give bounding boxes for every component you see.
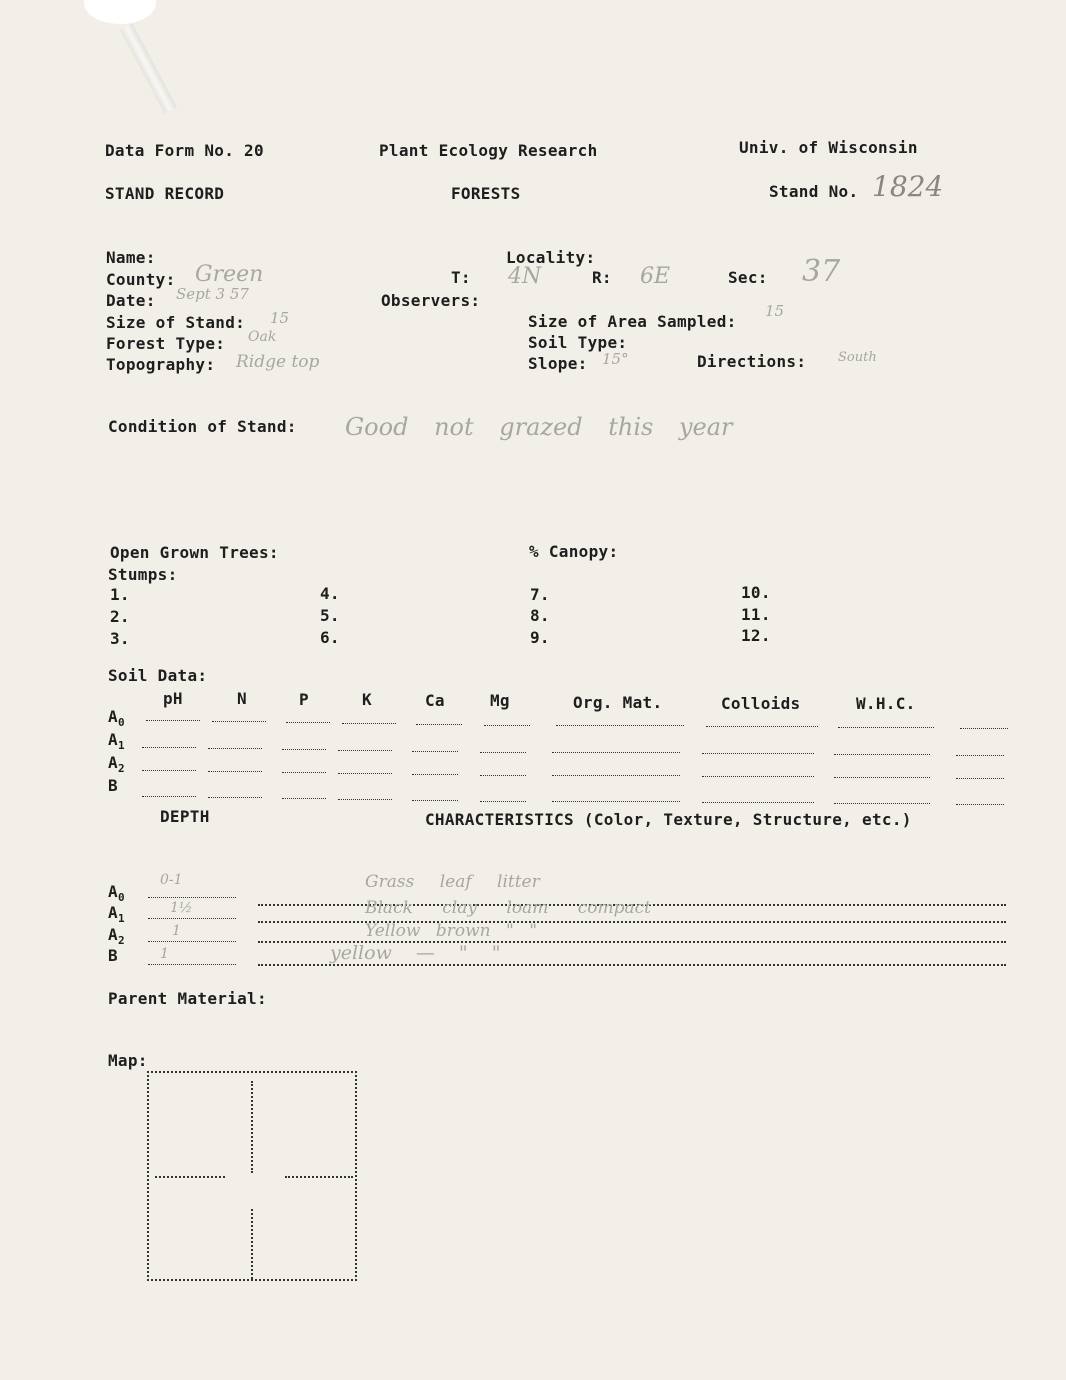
soil-data-cell [286, 722, 330, 723]
soil-data-cell [338, 773, 392, 774]
paper-fold-mark [120, 23, 177, 113]
depth-label: DEPTH [160, 807, 210, 826]
stump-number: 8. [530, 606, 550, 625]
soil-data-cell [484, 725, 530, 726]
range-label: R: [592, 268, 612, 287]
soil-data-label: Soil Data: [108, 666, 208, 685]
soil-data-cell [834, 754, 930, 755]
open-grown-trees-label: Open Grown Trees: [110, 543, 279, 562]
topography-label: Topography: [106, 355, 216, 374]
horizon-label: $A_0$ [108, 707, 125, 729]
soil-data-cell [552, 801, 680, 802]
stump-number: 11. [741, 605, 771, 624]
category: FORESTS [451, 184, 521, 203]
stump-number: 5. [320, 606, 340, 625]
form-number: Data Form No. 20 [105, 141, 264, 160]
soil-data-cell [412, 800, 458, 801]
stump-number: 7. [530, 585, 550, 604]
size-of-area-label: Size of Area Sampled: [528, 312, 737, 331]
soil-data-cell [834, 777, 930, 778]
size-of-area-value: 15 [765, 302, 785, 320]
soil-data-cell [702, 802, 814, 803]
profile-horizon-label: $A_0$ [108, 882, 125, 904]
condition-value: Good not grazed this year [345, 413, 733, 441]
profile-horizon-label: B [108, 946, 118, 965]
map-top-border [147, 1071, 357, 1073]
characteristics-label: CHARACTERISTICS (Color, Texture, Structure, etc.) [425, 810, 912, 829]
depth-line [148, 964, 236, 965]
size-of-stand-label: Size of Stand: [106, 313, 246, 332]
characteristics-value: Yellow brown " " [365, 921, 538, 941]
soil-data-cell [834, 803, 930, 804]
depth-line [148, 897, 236, 898]
soil-data-cell [960, 728, 1008, 729]
horizon-label: B [108, 776, 118, 795]
section-value: 37 [802, 254, 841, 289]
characteristics-value: Grass leaf litter [365, 872, 540, 892]
slope-label: Slope: [528, 354, 588, 373]
soil-data-cell [412, 774, 458, 775]
name-label: Name: [106, 248, 156, 267]
depth-value: 0-1 [160, 872, 183, 888]
map-center-horizontal-right [285, 1176, 353, 1178]
record-type: STAND RECORD [105, 184, 225, 203]
directions-label: Directions: [697, 352, 807, 371]
soil-col-k: K [362, 690, 372, 709]
county-label: County: [106, 270, 176, 289]
stump-number: 6. [320, 628, 340, 647]
soil-data-cell [412, 751, 458, 752]
soil-data-cell [208, 771, 262, 772]
department-title: Plant Ecology Research [379, 141, 598, 160]
stand-no-label: Stand No. [769, 182, 859, 201]
soil-data-cell [146, 720, 200, 721]
soil-col-whc: W.H.C. [856, 694, 916, 713]
stump-number: 3. [110, 629, 130, 648]
depth-line [148, 941, 236, 942]
soil-col-ph: pH [163, 689, 183, 708]
soil-data-cell [208, 748, 262, 749]
map-left-border [147, 1071, 149, 1281]
soil-data-cell [208, 797, 262, 798]
soil-data-cell [552, 775, 680, 776]
soil-col-n: N [237, 689, 247, 708]
soil-data-cell [552, 752, 680, 753]
locality-label: Locality: [506, 248, 596, 267]
slope-value: 15° [602, 350, 629, 368]
condition-label: Condition of Stand: [108, 417, 297, 436]
stump-number: 4. [320, 584, 340, 603]
date-label: Date: [106, 291, 156, 310]
soil-col-colloids: Colloids [721, 694, 801, 713]
soil-col-ca: Ca [425, 691, 445, 710]
forest-type-label: Forest Type: [106, 334, 226, 353]
soil-col-p: P [299, 690, 309, 709]
horizon-label: $A_2$ [108, 753, 125, 775]
soil-type-label: Soil Type: [528, 333, 628, 352]
soil-data-cell [212, 721, 266, 722]
stump-number: 9. [530, 628, 550, 647]
stand-no-value: 1824 [872, 170, 944, 203]
map-center-vertical-top [251, 1081, 253, 1173]
depth-line [148, 918, 236, 919]
soil-data-cell [956, 778, 1004, 779]
soil-data-cell [282, 749, 326, 750]
stump-number: 2. [110, 607, 130, 626]
map-center-vertical-bottom [251, 1209, 253, 1279]
stump-number: 1. [110, 585, 130, 604]
paper-tear [84, 0, 156, 24]
canopy-label: % Canopy: [529, 542, 619, 561]
soil-col-org-mat: Org. Mat. [573, 693, 663, 712]
characteristics-value: yellow — " " [330, 942, 501, 964]
characteristics-value: Black clay loam compact [365, 898, 651, 918]
soil-data-cell [706, 726, 818, 727]
topography-value: Ridge top [236, 352, 320, 372]
stand-map-grid [147, 1071, 357, 1281]
map-label: Map: [108, 1051, 148, 1070]
soil-data-cell [338, 799, 392, 800]
stump-number: 12. [741, 626, 771, 645]
profile-horizon-label: $A_1$ [108, 903, 125, 925]
depth-value: 1 [160, 946, 169, 962]
stumps-label: Stumps: [108, 565, 178, 584]
map-center-horizontal-left [155, 1176, 225, 1178]
soil-data-cell [338, 750, 392, 751]
date-value: Sept 3 57 [176, 285, 249, 303]
soil-data-cell [956, 755, 1004, 756]
range-value: 6E [640, 264, 671, 289]
university-name: Univ. of Wisconsin [739, 138, 918, 157]
county-value: Green [195, 262, 264, 287]
soil-data-cell [702, 776, 814, 777]
soil-data-cell [342, 723, 396, 724]
directions-value: South [838, 350, 877, 365]
soil-data-cell [142, 747, 196, 748]
parent-material-label: Parent Material: [108, 989, 267, 1008]
soil-data-cell [480, 775, 526, 776]
soil-data-cell [282, 798, 326, 799]
soil-col-mg: Mg [490, 691, 510, 710]
map-right-border [355, 1071, 357, 1281]
soil-data-cell [416, 724, 462, 725]
soil-data-cell [556, 725, 684, 726]
section-label: Sec: [728, 268, 768, 287]
depth-value: 1 [172, 923, 181, 939]
soil-data-cell [480, 752, 526, 753]
soil-data-cell [480, 801, 526, 802]
depth-value: 1½ [170, 900, 193, 916]
soil-data-cell [702, 753, 814, 754]
township-label: T: [451, 268, 471, 287]
map-bottom-border [147, 1279, 357, 1281]
characteristics-line [258, 964, 1006, 966]
soil-data-cell [956, 804, 1004, 805]
soil-data-cell [838, 727, 934, 728]
soil-data-cell [282, 772, 326, 773]
observers-label: Observers: [381, 291, 481, 310]
township-value: 4N [508, 264, 542, 289]
size-of-stand-value: 15 [270, 309, 290, 327]
stump-number: 10. [741, 583, 771, 602]
soil-data-cell [142, 770, 196, 771]
forest-type-value: Oak [248, 329, 277, 345]
soil-data-cell [142, 796, 196, 797]
horizon-label: $A_1$ [108, 730, 125, 752]
profile-horizon-label: $A_2$ [108, 925, 125, 947]
